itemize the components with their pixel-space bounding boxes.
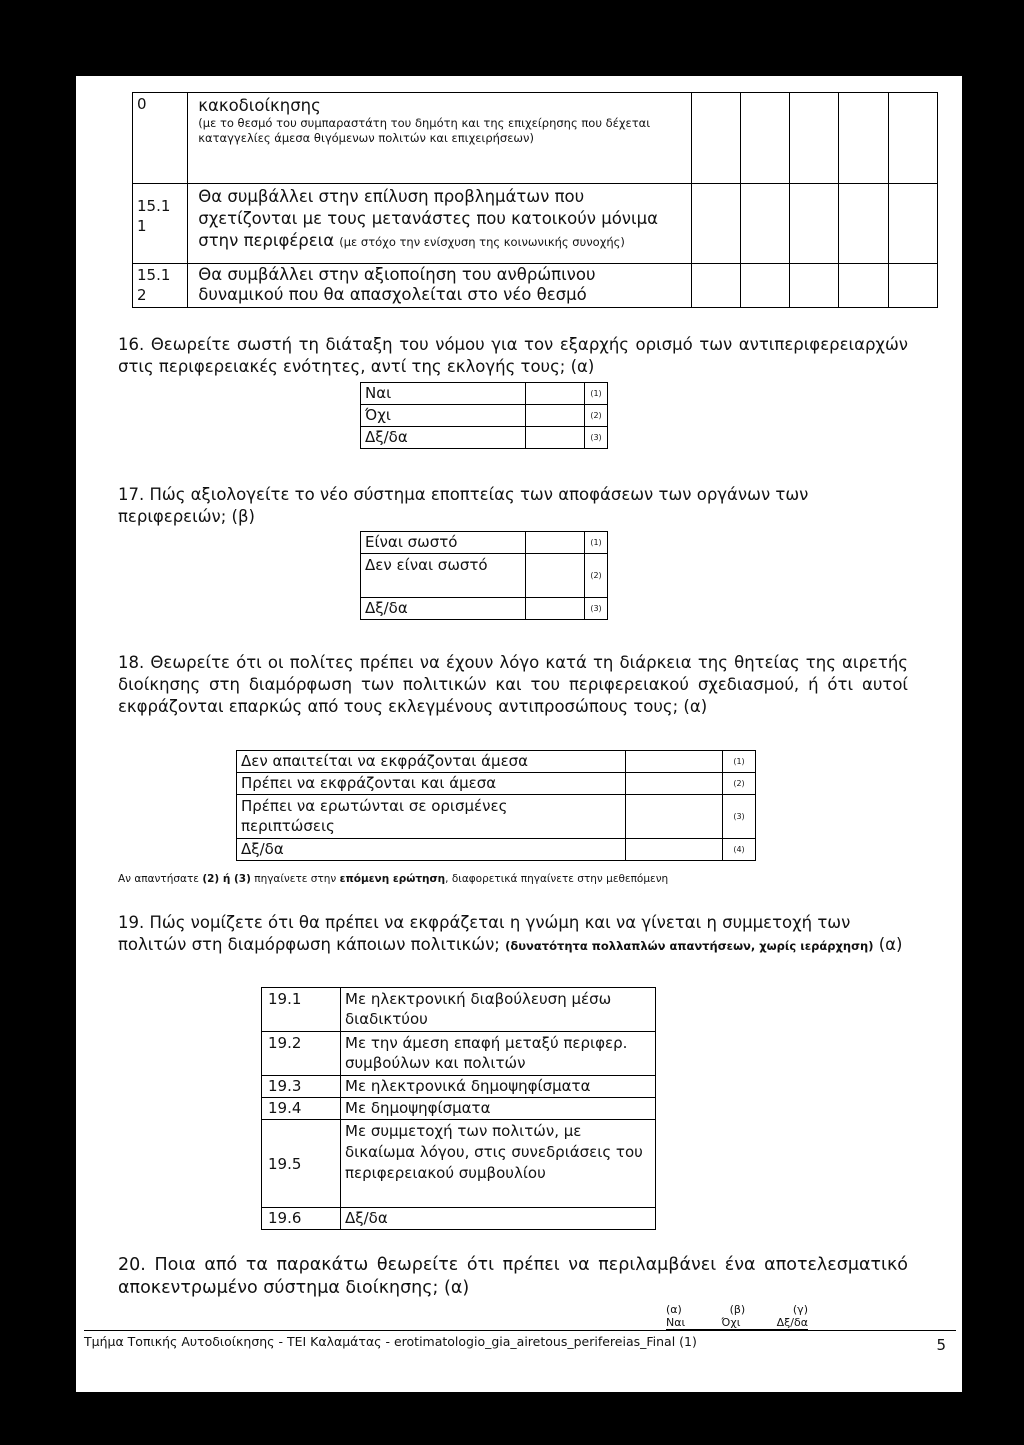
row-code: 15.1 1 bbox=[133, 184, 188, 264]
option-row bbox=[361, 427, 608, 449]
document-page bbox=[76, 76, 962, 1392]
row-text-cell bbox=[188, 184, 692, 264]
option-code: 19.1 bbox=[262, 988, 341, 1032]
option-label: Δξ/δα bbox=[341, 1208, 656, 1230]
option-label-text: Με ηλεκτρονική διαβούλευση μέσω διαδικτύου bbox=[345, 990, 612, 1028]
row-text-cell bbox=[188, 93, 692, 184]
option-label: Ναι bbox=[361, 383, 526, 405]
question-number: 17. bbox=[118, 485, 145, 504]
option-checkbox[interactable] bbox=[526, 427, 585, 449]
option-row bbox=[361, 405, 608, 427]
answer-cell[interactable] bbox=[691, 184, 740, 264]
answer-cell[interactable] bbox=[790, 264, 839, 308]
table-row bbox=[133, 184, 938, 264]
answer-cell[interactable] bbox=[790, 184, 839, 264]
note-bold: επόμενη ερώτηση bbox=[339, 873, 446, 885]
option-label: Με ηλεκτρονικά δημοψηφίσματα bbox=[341, 1076, 656, 1098]
q19-options bbox=[261, 987, 656, 1230]
option-label: Δξ/δα bbox=[237, 839, 626, 861]
option-code: (3) bbox=[723, 795, 756, 839]
row-note: (με στόχο την ενίσχυση της κοινωνικής συνοχής) bbox=[339, 235, 625, 249]
row-text-cell bbox=[188, 264, 692, 308]
option-row bbox=[262, 988, 656, 1032]
answer-cell[interactable] bbox=[741, 264, 790, 308]
answer-cell[interactable] bbox=[691, 93, 740, 184]
note-text: Αν απαντήσατε bbox=[118, 873, 203, 885]
option-code: 19.6 bbox=[262, 1208, 341, 1230]
option-code: (3) bbox=[585, 598, 608, 620]
option-label: Δξ/δα bbox=[361, 598, 526, 620]
column-code: (γ) bbox=[792, 1303, 808, 1316]
answer-cell[interactable] bbox=[839, 264, 888, 308]
table-row bbox=[133, 93, 938, 184]
option-label: Δξ/δα bbox=[361, 427, 526, 449]
option-checkbox[interactable] bbox=[626, 839, 723, 861]
table-row bbox=[133, 264, 938, 308]
answer-cell[interactable] bbox=[741, 184, 790, 264]
q19-question bbox=[118, 912, 908, 957]
column-label: Ναι bbox=[666, 1316, 686, 1329]
option-label: Πρέπει να εκφράζονται και άμεσα bbox=[237, 773, 626, 795]
row-code: 15.1 2 bbox=[133, 264, 188, 308]
option-checkbox[interactable] bbox=[526, 598, 585, 620]
question-number: 19. bbox=[118, 913, 145, 932]
option-row bbox=[237, 751, 756, 773]
question-instruction: (δυνατότητα πολλαπλών απαντήσεων, χωρίς ιεράρχηση) bbox=[505, 939, 874, 953]
option-row bbox=[262, 1120, 656, 1208]
option-label bbox=[341, 1120, 656, 1208]
note-text: , διαφορετικά πηγαίνετε στην μεθεπόμενη bbox=[445, 873, 669, 885]
option-checkbox[interactable] bbox=[626, 795, 723, 839]
option-row bbox=[361, 598, 608, 620]
answer-cell[interactable] bbox=[839, 93, 888, 184]
option-label bbox=[341, 1032, 656, 1076]
column-label: Όχι bbox=[721, 1316, 741, 1329]
option-row bbox=[361, 383, 608, 405]
row-main-text: Θα συμβάλλει στην αξιοποίηση του ανθρώπινου δυναμικού που θα απασχολείται στο νέο θεσμό bbox=[198, 265, 596, 304]
option-label-text: Με συμμετοχή των πολιτών, με δικαίωμα λόγου, στις συνεδριάσεις του περιφερειακού συμβουλίου bbox=[345, 1122, 643, 1182]
page-number: 5 bbox=[936, 1336, 946, 1354]
option-checkbox[interactable] bbox=[526, 383, 585, 405]
note-text: πηγαίνετε στην bbox=[250, 873, 340, 885]
q20-question bbox=[118, 1254, 908, 1300]
option-code: (2) bbox=[723, 773, 756, 795]
option-checkbox[interactable] bbox=[526, 554, 585, 598]
option-checkbox[interactable] bbox=[526, 405, 585, 427]
q17-question bbox=[118, 484, 908, 528]
option-label-text: Πρέπει να ερωτώνται σε ορισμένες περιπτώσεις bbox=[241, 797, 508, 835]
option-label: Δεν είναι σωστό bbox=[361, 554, 526, 598]
question-text: Πώς νομίζετε ότι θα πρέπει να εκφράζεται η γνώμη και να γίνεται η συμμετοχή των πολιτών στη διαμόρφωση κάποιων πολιτικών; bbox=[118, 913, 851, 954]
option-row bbox=[262, 1208, 656, 1230]
option-checkbox[interactable] bbox=[626, 751, 723, 773]
question-tail: (α) bbox=[878, 935, 903, 954]
option-row bbox=[262, 1076, 656, 1098]
question-text: Ποια από τα παρακάτω θεωρείτε ότι πρέπει να περιλαμβάνει ένα αποτελεσματικό αποκεντρωμένο σύστημα διοίκησης; (α) bbox=[118, 1255, 908, 1298]
answer-cell[interactable] bbox=[790, 93, 839, 184]
q15-table bbox=[132, 92, 938, 308]
option-code: (1) bbox=[585, 383, 608, 405]
option-label-text: Με την άμεση επαφή μεταξύ περιφερ. συμβούλων και πολιτών bbox=[345, 1034, 628, 1072]
option-code: 19.2 bbox=[262, 1032, 341, 1076]
question-text: Θεωρείτε σωστή τη διάταξη του νόμου για τον εξαρχής ορισμό των αντιπεριφερειαρχών στις περιφερειακές ενότητες, αντί της εκλογής τους; (α) bbox=[118, 335, 908, 376]
answer-cell[interactable] bbox=[839, 184, 888, 264]
q16-options bbox=[360, 382, 608, 449]
option-row bbox=[237, 839, 756, 861]
option-code: (2) bbox=[585, 405, 608, 427]
option-row bbox=[262, 1098, 656, 1120]
answer-cell[interactable] bbox=[888, 93, 937, 184]
option-code: (3) bbox=[585, 427, 608, 449]
answer-cell[interactable] bbox=[691, 264, 740, 308]
question-text: Πώς αξιολογείτε το νέο σύστημα εποπτείας των αποφάσεων των οργάνων των περιφερειών; (β) bbox=[118, 485, 809, 526]
option-row bbox=[237, 795, 756, 839]
column-codes bbox=[666, 1303, 808, 1316]
option-label bbox=[341, 988, 656, 1032]
q18-routing-note bbox=[118, 873, 918, 885]
option-label: Όχι bbox=[361, 405, 526, 427]
footer-rule bbox=[84, 1330, 956, 1331]
option-label: Δεν απαιτείται να εκφράζονται άμεσα bbox=[237, 751, 626, 773]
option-row bbox=[237, 773, 756, 795]
row-note: (με το θεσμό του συμπαραστάτη του δημότη και της επιχείρησης που δέχεται καταγγελίες άμεσα θιγόμενων πολιτών και επιχειρήσεων) bbox=[198, 116, 651, 145]
option-row bbox=[361, 554, 608, 598]
option-code: (2) bbox=[585, 554, 608, 598]
q17-options bbox=[360, 531, 608, 620]
option-label: Με δημοψηφίσματα bbox=[341, 1098, 656, 1120]
answer-cell[interactable] bbox=[741, 93, 790, 184]
column-code: (α) bbox=[666, 1303, 682, 1316]
option-row bbox=[361, 532, 608, 554]
column-labels bbox=[666, 1316, 808, 1330]
option-code: 19.5 bbox=[262, 1120, 341, 1208]
option-row bbox=[262, 1032, 656, 1076]
option-code: (1) bbox=[723, 751, 756, 773]
option-code: (4) bbox=[723, 839, 756, 861]
q18-question bbox=[118, 652, 908, 718]
question-number: 18. bbox=[118, 653, 145, 672]
row-main-text: κακοδιοίκησης bbox=[198, 96, 321, 115]
question-text: Θεωρείτε ότι οι πολίτες πρέπει να έχουν λόγο κατά τη διάρκεια της θητείας της αιρετής διοίκησης στη διαμόρφωση των πολιτικών και του περιφερειακού σχεδιασμού, ή ότι αυτοί εκφράζονται επαρκώς από τους εκλεγμένους αντιπροσώπους τους; (α) bbox=[118, 653, 908, 716]
question-number: 20. bbox=[118, 1255, 146, 1275]
q20-column-headers bbox=[666, 1303, 816, 1330]
q18-options bbox=[236, 750, 756, 861]
footer bbox=[84, 1334, 956, 1354]
question-number: 16. bbox=[118, 335, 145, 354]
answer-cell[interactable] bbox=[888, 264, 937, 308]
row-main-text: Θα συμβάλλει στην επίλυση προβλημάτων που σχετίζονται με τους μετανάστες που κατοικούν μόνιμα στην περιφέρεια bbox=[198, 187, 658, 250]
option-code: (1) bbox=[585, 532, 608, 554]
q16-question bbox=[118, 334, 908, 378]
option-label bbox=[237, 795, 626, 839]
column-label: Δξ/δα bbox=[776, 1316, 808, 1329]
option-code: 19.3 bbox=[262, 1076, 341, 1098]
column-code: (β) bbox=[729, 1303, 746, 1316]
footer-text: Τμήμα Τοπικής Αυτοδιοίκησης - ΤΕΙ Καλαμάτας - erotimatologio_gia_airetous_perifereias_Final (1) bbox=[84, 1334, 697, 1349]
option-checkbox[interactable] bbox=[626, 773, 723, 795]
answer-cell[interactable] bbox=[888, 184, 937, 264]
row-code: 0 bbox=[133, 93, 188, 184]
option-checkbox[interactable] bbox=[526, 532, 585, 554]
note-bold: (2) ή (3) bbox=[202, 873, 251, 885]
option-code: 19.4 bbox=[262, 1098, 341, 1120]
option-label: Είναι σωστό bbox=[361, 532, 526, 554]
